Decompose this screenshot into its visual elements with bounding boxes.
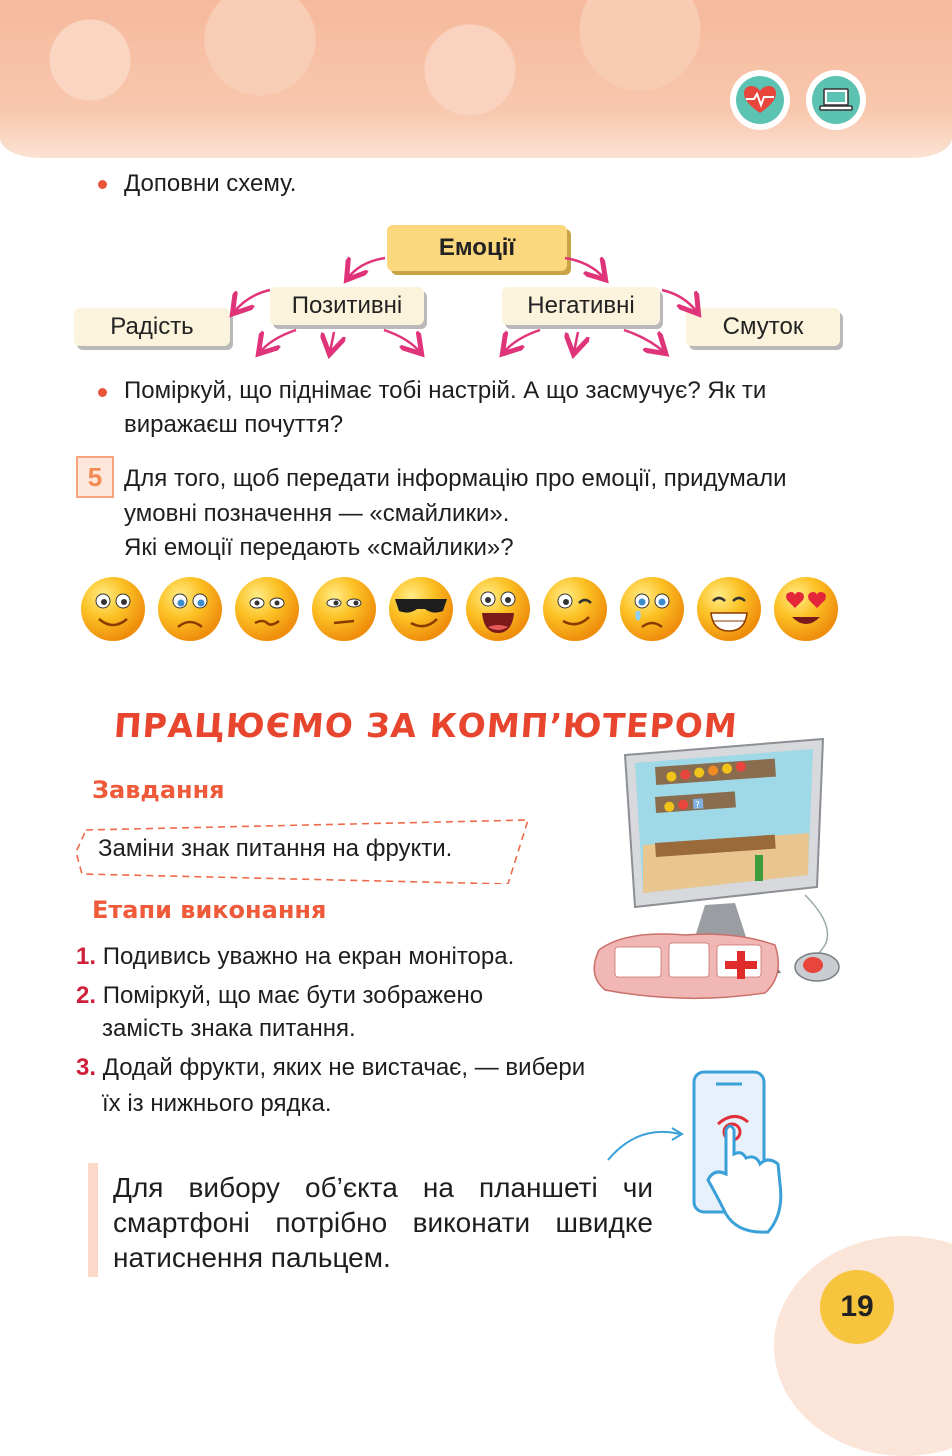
skeptical-emoji (312, 577, 376, 641)
scheme-sadness-box: Смуток (686, 308, 840, 346)
task-line-3: Які емоції передають «смайлики»? (124, 534, 514, 561)
step-text: Подивись уважно на екран монітора. (102, 943, 515, 970)
computer-illustration (585, 735, 845, 1010)
instruction-text: Доповни схему. (124, 170, 297, 197)
wink-emoji (543, 577, 607, 641)
smile-emoji (81, 577, 145, 641)
task-line-1: Для того, щоб передати інформацію про емоції, придумали (124, 465, 787, 492)
step-2-continued: замість знака питання. (102, 1015, 356, 1042)
emoji-row (80, 576, 840, 646)
task-number: 5 (76, 456, 114, 498)
step-number: 1. (76, 943, 97, 970)
cool-sunglasses-emoji (389, 577, 453, 641)
grinning-emoji (697, 577, 761, 641)
section-title: ПРАЦЮЄМО ЗА КОМП’ЮТЕРОМ (112, 706, 740, 745)
task-instruction: Заміни знак питання на фрукти. (98, 835, 453, 862)
step-3-continued: їх із нижнього рядка. (102, 1090, 332, 1117)
note-text: Для вибору об’єкта на планшеті чи смартфоні потрібно виконати швидке натиснення пальцем. (113, 1172, 653, 1273)
step-number: 2. (76, 982, 97, 1009)
question-line-2: виражаєш почуття? (124, 411, 344, 438)
steps-label: Етапи виконання (92, 896, 327, 924)
scheme-positive-box: Позитивні (270, 287, 424, 325)
task-line-2: умовні позначення — «смайлики». (124, 500, 510, 527)
scheme-emotions-box: Емоції (387, 225, 567, 271)
crying-emoji (620, 577, 684, 641)
step-3 (76, 1051, 585, 1085)
laughing-emoji (466, 577, 530, 641)
bullet-dot (98, 388, 107, 397)
note-bar (88, 1163, 98, 1277)
step-text: Додай фрукти, яких не вистачає, — вибери (102, 1054, 586, 1081)
step-text: Поміркуй, що має бути зображено (102, 982, 484, 1009)
svg-text:?: ? (694, 800, 701, 811)
step-2 (76, 979, 483, 1013)
step-number: 3. (76, 1054, 97, 1081)
question-line-1: Поміркуй, що піднімає тобі настрій. А що засмучує? Як ти (124, 377, 767, 404)
scheme-joy-box: Радість (74, 308, 230, 346)
scheme-arrows (0, 0, 952, 400)
page-number: 19 (820, 1270, 894, 1344)
heart-eyes-emoji (774, 577, 838, 641)
task-label: Завдання (92, 776, 225, 804)
step-1 (76, 940, 514, 974)
sad-emoji (158, 577, 222, 641)
page-corner-decoration (774, 1236, 952, 1456)
scheme-negative-box: Негативні (502, 287, 660, 325)
confused-emoji (235, 577, 299, 641)
